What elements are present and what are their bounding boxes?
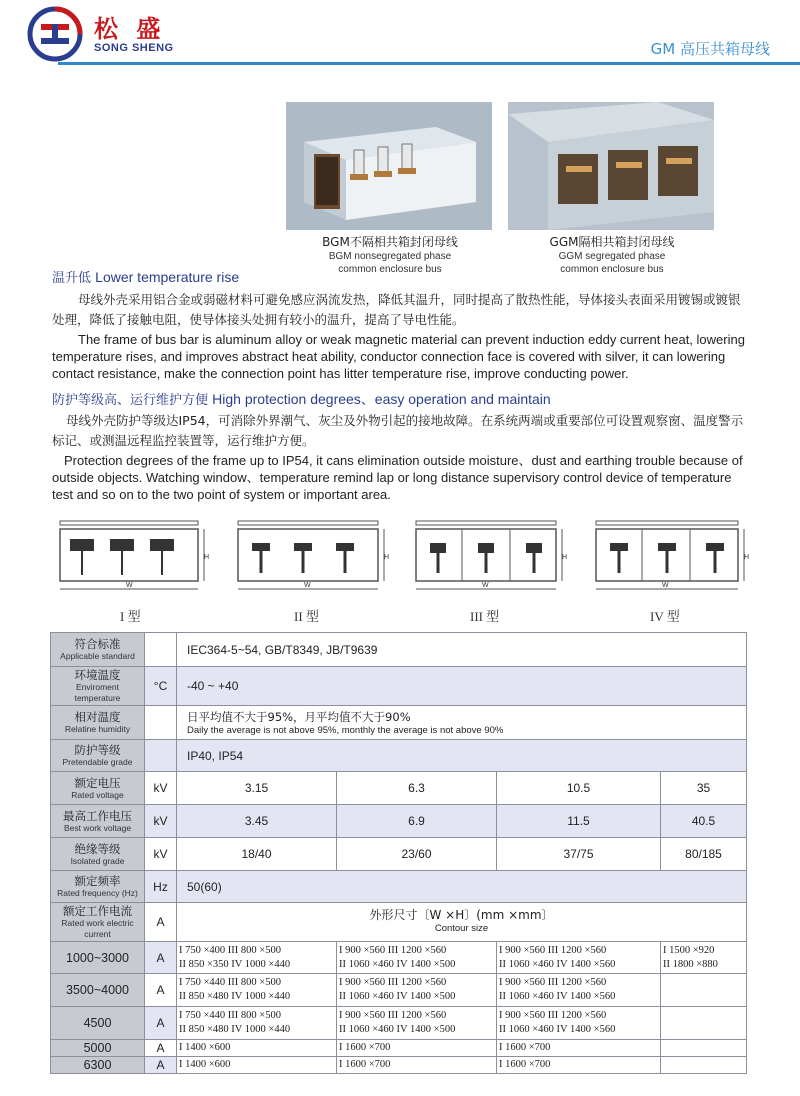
standard-label: 符合标准 Applicable standard: [51, 633, 145, 667]
brand-name-en: SONG SHENG: [94, 42, 174, 54]
dimension-cell: [661, 974, 747, 1007]
current-range-label: 3500~4000: [51, 974, 145, 1007]
standard-unit: [145, 633, 177, 667]
width-mark: W: [304, 582, 311, 589]
type-ii-diagram: [232, 515, 392, 595]
caption-cn: BGM不隔相共箱封闭母线: [322, 235, 458, 249]
frequency-label: 额定频率 Rated frequency (Hz): [51, 871, 145, 903]
table-row: [51, 1040, 747, 1057]
dimension-cell: I 750 ×400 III 800 ×500 II 850 ×350 IV 1000 ×440: [177, 942, 337, 974]
table-row-standard: [51, 633, 747, 667]
type-iii-diagram: [410, 515, 570, 595]
dimension-cell: I 900 ×560 III 1200 ×560 II 1060 ×460 IV 1400 ×500: [337, 1007, 497, 1040]
dimension-cell: I 1600 ×700: [337, 1057, 497, 1074]
humidity-value: [177, 706, 747, 740]
dimension-cell: I 1600 ×700: [497, 1057, 661, 1074]
dimension-cell: I 900 ×560 III 1200 ×560 II 1060 ×460 IV 1400 ×500: [337, 942, 497, 974]
dimension-cell: I 1500 ×920 II 1800 ×880: [661, 942, 747, 974]
type-i-label: I 型: [120, 609, 141, 624]
height-mark: H: [744, 554, 750, 561]
section-title-en: High protection degrees、easy operation and maintain: [212, 391, 551, 407]
rated-voltage-label: 额定电压 Rated voltage: [51, 772, 145, 805]
table-row-frequency: [51, 871, 747, 903]
dimension-cell: I 1400 ×600: [177, 1040, 337, 1057]
dimension-cell: I 1400 ×600: [177, 1057, 337, 1074]
rated-voltage-value: 10.5: [497, 772, 661, 805]
section-title-temperature: [52, 267, 239, 286]
section-title-cn: 防护等级高、运行维护方便: [52, 393, 209, 408]
insulation-label: 绝缘等级 Isolated grade: [51, 838, 145, 871]
env-temp-unit: °C: [145, 667, 177, 706]
rated-voltage-unit: kV: [145, 772, 177, 805]
type-iv-label: IV 型: [650, 609, 680, 624]
section-title-cn: 温升低: [52, 271, 92, 286]
songsheng-logo-icon: [26, 6, 84, 62]
type-i-diagram: [52, 515, 212, 595]
current-range-unit: A: [145, 1040, 177, 1057]
insulation-value: 80/185: [661, 838, 747, 871]
table-row-max-voltage: [51, 805, 747, 838]
dimension-cell: [661, 1040, 747, 1057]
current-range-unit: A: [145, 974, 177, 1007]
max-voltage-unit: kV: [145, 805, 177, 838]
frequency-value: 50(60): [177, 871, 747, 903]
protection-value: IP40, IP54: [177, 740, 747, 772]
dimension-cell: I 900 ×560 III 1200 ×560 II 1060 ×460 IV 1400 ×560: [497, 1007, 661, 1040]
humidity-label: 相对温度 Relatine humidity: [51, 706, 145, 740]
table-row: [51, 974, 747, 1007]
caption-en-line1: BGM nonsegregated phase: [328, 251, 452, 262]
current-range-unit: A: [145, 1007, 177, 1040]
ggm-photo-caption: [492, 233, 732, 276]
section-title-en: Lower temperature rise: [95, 269, 240, 285]
caption-en-line1: GGM segregated phase: [558, 251, 666, 262]
standard-value: IEC364-5~54, GB/T8349, JB/T9639: [177, 633, 747, 667]
width-mark: W: [126, 582, 133, 589]
width-mark: W: [662, 582, 669, 589]
table-row-humidity: [51, 706, 747, 740]
table-row-current-header: [51, 903, 747, 942]
height-mark: H: [562, 554, 568, 561]
bgm-photo-caption: [270, 233, 510, 276]
frequency-unit: Hz: [145, 871, 177, 903]
table-row: [51, 1057, 747, 1074]
current-range-label: 4500: [51, 1007, 145, 1040]
insulation-value: 18/40: [177, 838, 337, 871]
current-label: 额定工作电流 Rated work electric current: [51, 903, 145, 942]
contour-size-header: [177, 903, 747, 942]
height-mark: H: [204, 554, 210, 561]
page-header: [0, 0, 800, 75]
dimension-cell: [661, 1057, 747, 1074]
current-unit: A: [145, 903, 177, 942]
dimension-cell: I 900 ×560 III 1200 ×560 II 1060 ×460 IV 1400 ×500: [337, 974, 497, 1007]
dimension-cell: I 900 ×560 III 1200 ×560 II 1060 ×460 IV 1400 ×560: [497, 942, 661, 974]
rated-voltage-value: 35: [661, 772, 747, 805]
max-voltage-value: 3.45: [177, 805, 337, 838]
current-range-unit: A: [145, 942, 177, 974]
rated-voltage-value: 3.15: [177, 772, 337, 805]
height-mark: H: [384, 554, 390, 561]
current-range-label: 5000: [51, 1040, 145, 1057]
contour-size-cn: 外形尺寸〔W ×H〕(mm ×mm〕: [369, 908, 554, 922]
brand-name-cn: 松 盛: [94, 15, 166, 43]
temperature-paragraph-cn: 母线外壳采用铝合金或弱磁材料可避免感应涡流发热，降低其温升，同时提高了散热性能，导体接头表面采用镀锡或镀银处理，降低了接触电阻，使导体接头处拥有较小的温升，提高了导电性能。: [52, 292, 741, 327]
insulation-value: 23/60: [337, 838, 497, 871]
insulation-value: 37/75: [497, 838, 661, 871]
temperature-paragraph-en: The frame of bus bar is aluminum alloy or weak magnetic material can prevent induction eddy current heat, lowering temperature rises, and improves abstract heat ability, conductor connection face is covered with silver, it can lowering contact resistance, make the connection point has litter temperature rise, improve conducting power.: [52, 332, 745, 381]
dimension-cell: [661, 1007, 747, 1040]
dimension-cell: I 900 ×560 III 1200 ×560 II 1060 ×460 IV 1400 ×560: [497, 974, 661, 1007]
caption-en-line2: common enclosure bus: [560, 264, 664, 275]
ggm-product-photo: [508, 102, 714, 230]
table-row-protection: [51, 740, 747, 772]
current-range-label: 1000~3000: [51, 942, 145, 974]
max-voltage-value: 6.9: [337, 805, 497, 838]
caption-en-line2: common enclosure bus: [338, 264, 442, 275]
table-row-insulation: [51, 838, 747, 871]
protection-label: 防护等级 Pretendable grade: [51, 740, 145, 772]
table-row: [51, 942, 747, 974]
page-title: GM 高压共箱母线: [650, 40, 770, 58]
width-mark: W: [482, 582, 489, 589]
max-voltage-value: 11.5: [497, 805, 661, 838]
specification-table: [50, 632, 747, 1074]
caption-cn: GGM隔相共箱封闭母线: [549, 235, 675, 249]
type-iii-label: III 型: [470, 609, 500, 624]
type-ii-label: II 型: [294, 609, 319, 624]
bgm-product-photo: [286, 102, 492, 230]
protection-unit: [145, 740, 177, 772]
humidity-value-en: Daily the average is not above 95%, monthly the average is not above 90%: [187, 725, 504, 736]
dimension-cell: I 1600 ×700: [497, 1040, 661, 1057]
header-divider: [58, 62, 800, 65]
protection-paragraph-cn: 母线外壳防护等级达IP54，可消除外界潮气、灰尘及外物引起的接地故障。在系统两端或重要部位可设置观察窗、温度警示标记、或测温远程监控装置等，运行维护方便。: [52, 413, 744, 448]
max-voltage-label: 最高工作电压 Best work voltage: [51, 805, 145, 838]
protection-paragraph-en: Protection degrees of the frame up to IP54, it cans elimination outside moisture、dust and earthing trouble because of outside objects. Watching window、temperature remind lap or long distance supervisory control device of temperature test and so on to the two point of system or important area.: [52, 453, 743, 502]
insulation-unit: kV: [145, 838, 177, 871]
dimension-cell: I 750 ×440 III 800 ×500 II 850 ×480 IV 1000 ×440: [177, 974, 337, 1007]
table-row: [51, 1007, 747, 1040]
humidity-unit: [145, 706, 177, 740]
current-range-unit: A: [145, 1057, 177, 1074]
env-temp-label: 环境温度 Enviroment temperature: [51, 667, 145, 706]
env-temp-value: -40 ~ +40: [177, 667, 747, 706]
dimension-cell: I 1600 ×700: [337, 1040, 497, 1057]
table-row-rated-voltage: [51, 772, 747, 805]
contour-size-en: Contour size: [434, 923, 489, 934]
type-iv-diagram: [590, 515, 750, 595]
rated-voltage-value: 6.3: [337, 772, 497, 805]
table-row-env-temp: [51, 667, 747, 706]
humidity-value-cn: 日平均值不大于95%，月平均值不大于90%: [187, 710, 411, 724]
current-range-label: 6300: [51, 1057, 145, 1074]
dimension-cell: I 750 ×440 III 800 ×500 II 850 ×480 IV 1000 ×440: [177, 1007, 337, 1040]
section-title-protection: [52, 389, 551, 409]
max-voltage-value: 40.5: [661, 805, 747, 838]
